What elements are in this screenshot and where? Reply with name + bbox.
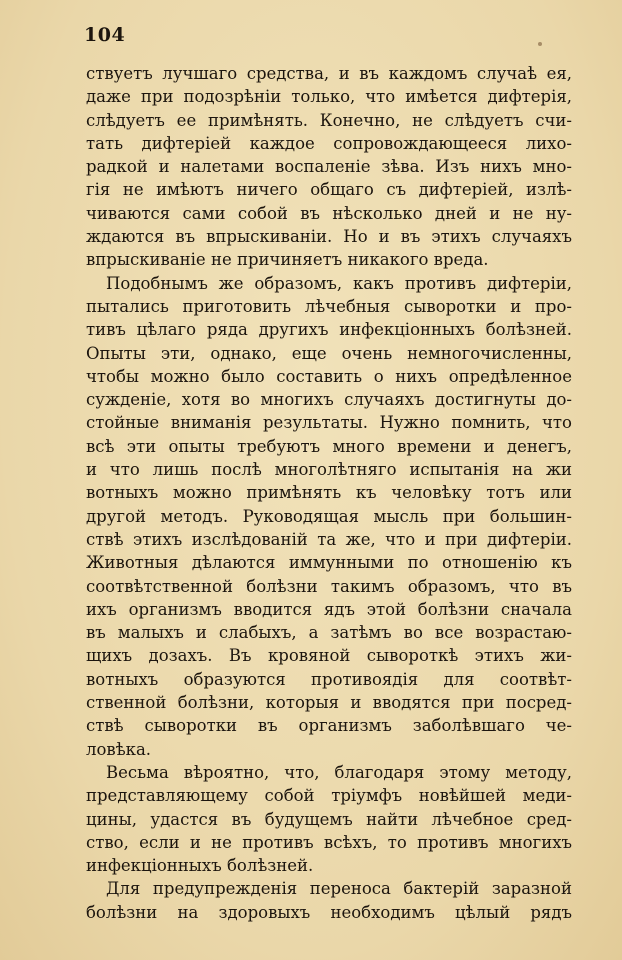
text-line: гія не имѣютъ ничего общаго съ дифтеріей, излѣ- [86,180,572,200]
text-line: представляющему собой тріумфъ новѣйшей меди- [86,786,572,806]
text-line: Подобнымъ же образомъ, какъ противъ дифтеріи, [106,273,572,293]
text-line: щихъ дозахъ. Въ кровяной сывороткѣ этихъ жи- [86,646,572,666]
text-line: другой методъ. Руководящая мысль при большин- [86,506,572,526]
text-line: цины, удастся въ будущемъ найти лѣчебное сред- [86,809,572,829]
text-line: ихъ организмъ вводится ядъ этой болѣзни сначала [86,599,572,619]
text-line: стойные вниманія результаты. Нужно помнить, что [86,413,572,433]
text-line: вотныхъ образуются противоядія для соотвѣт- [86,669,572,689]
text-line: даже при подозрѣніи только, что имѣется дифтерія, [86,87,572,107]
text-line: ствѣ этихъ изслѣдованій та же, что и при дифтеріи. [86,529,572,549]
text-line: Опыты эти, однако, еще очень немногочисленны, [86,343,572,363]
text-line: ловѣка. [86,739,152,759]
text-line: Для предупрежденія переноса бактерій заразной [106,879,572,899]
text-line: пытались приготовить лѣчебныя сыворотки и про- [86,296,572,316]
page-number: 104 [84,24,126,46]
text-line: ждаются въ впрыскиваніи. Но и въ этихъ случаяхъ [86,227,572,247]
text-line: Весьма вѣроятно, что, благодаря этому методу, [106,762,572,782]
text-line: тивъ цѣлаго ряда другихъ инфекціонныхъ болѣзней. [86,320,572,340]
text-line: и что лишь послѣ многолѣтняго испытанія на жи [86,460,572,480]
text-line: инфекціонныхъ болѣзней. [86,856,314,876]
text-line: всѣ эти опыты требуютъ много времени и денегъ, [86,436,572,456]
text-line: соотвѣтственной болѣзни такимъ образомъ, что въ [86,576,572,596]
text-line: сужденіе, хотя во многихъ случаяхъ достигнуты до- [86,390,572,410]
text-line: въ малыхъ и слабыхъ, а затѣмъ во все возрастаю- [86,623,572,643]
text-line: вотныхъ можно примѣнять къ человѣку тотъ или [86,483,572,503]
text-line: чиваются сами собой въ нѣсколько дней и не ну- [86,203,572,223]
paper-speck [538,42,542,46]
text-line: ствуетъ лучшаго средства, и въ каждомъ случаѣ ея, [86,64,572,83]
body-text [86,62,572,924]
text-line: ствѣ сыворотки въ организмъ заболѣвшаго че- [86,716,572,736]
text-line: болѣзни на здоровыхъ необходимъ цѣлый рядъ [86,902,572,922]
text-line: ственной болѣзни, которыя и вводятся при посред- [86,693,572,713]
text-line: Животныя дѣлаются иммунными по отношенію къ [86,553,572,573]
text-line: тать дифтеріей каждое сопровождающееся лихо- [86,133,572,153]
text-line: чтобы можно было составить о нихъ опредѣленное [86,366,572,386]
text-line: впрыскиваніе не причиняетъ никакого вреда. [86,250,489,270]
text-line: слѣдуетъ ее примѣнять. Конечно, не слѣдуетъ счи- [86,110,572,130]
text-line: ство, если и не противъ всѣхъ, то противъ многихъ [86,832,572,852]
text-line: радкой и налетами воспаленіе зѣва. Изъ нихъ мно- [86,157,572,177]
